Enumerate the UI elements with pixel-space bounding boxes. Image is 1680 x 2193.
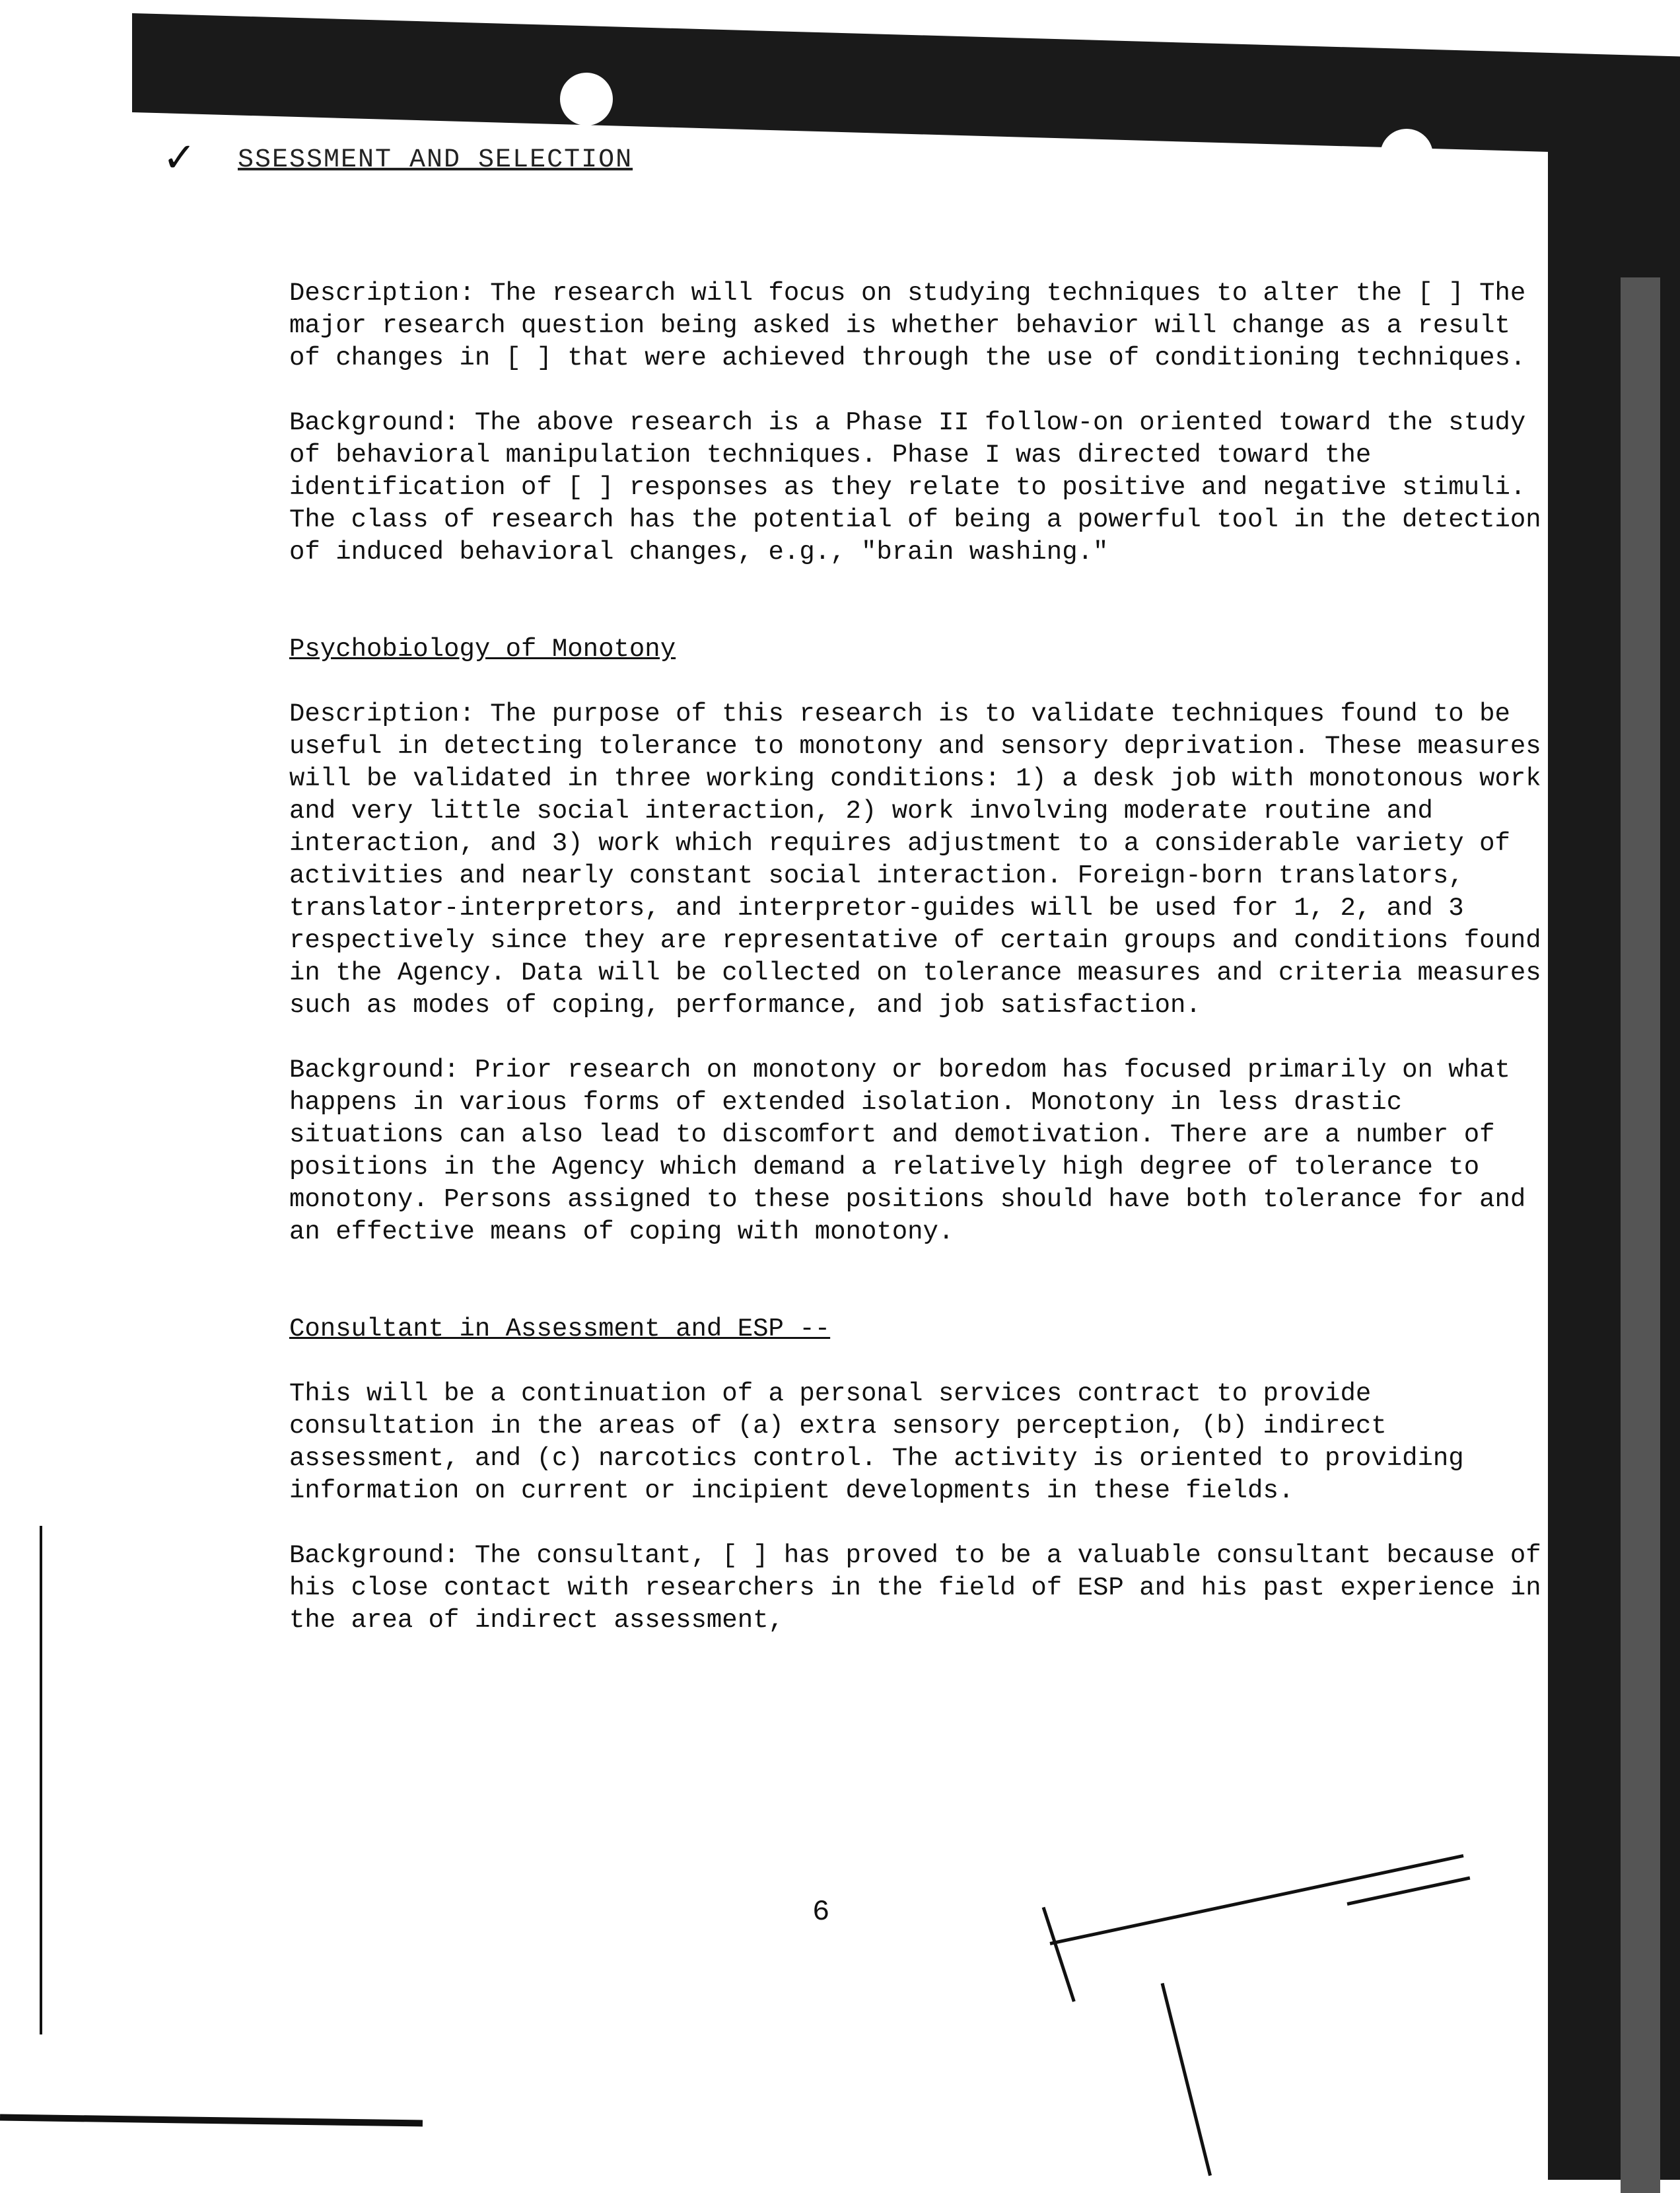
left-margin-line: [40, 1526, 42, 2034]
punch-hole-left: [560, 73, 613, 126]
paragraph: Description: The purpose of this research is to validate techniques found to be useful in detecting tolerance to monotony and sensory deprivation. These measures will be validated in three working conditions: 1) a desk job with monotonous work and very little social interaction, 2) work involving moderate routine and interaction, and 3) work which requires adjustment to a considerable variety of activities and nearly constant social interaction. Foreign-born translators, translator-interpretors, and interpretor-guides will be used for 1, 2, and 3 respectively since they are representative of certain groups and conditions found in the Agency. Data will be collected on tolerance measures and criteria measures such as modes of coping, performance, and job satisfaction.: [289, 700, 1541, 1020]
page-number: 6: [812, 1896, 830, 1929]
pen-stroke: [1049, 1854, 1463, 1945]
section-title: Psychobiology of Monotony: [289, 635, 676, 664]
paragraph: This will be a continuation of a personal services contract to provide consultation in the areas of (a) extra sensory perception, (b) indirect assessment, and (c) narcotics control. The activity is oriented to providing information on current or incipient developments in these fields.: [289, 1379, 1464, 1505]
bottom-edge-line: [0, 2114, 423, 2127]
scan-border-texture: [1621, 277, 1660, 2193]
page-header: SSESSMENT AND SELECTION: [238, 145, 633, 175]
paragraph: Background: Prior research on monotony or boredom has focused primarily on what happens in various forms of extended isolation. Monotony in less drastic situations can also lead to discomfort and demotivation. There are a number of positions in the Agency which demand a relatively high degree of tolerance to monotony. Persons assigned to these positions should have both tolerance for and an effective means of coping with monotony.: [289, 1056, 1526, 1246]
pen-stroke: [1161, 1983, 1212, 2176]
handwritten-check-mark: ✓: [165, 134, 193, 186]
punch-hole-right: [1380, 129, 1433, 182]
section-title: Consultant in Assessment and ESP --: [289, 1314, 831, 1344]
paragraph: Background: The above research is a Phase II follow-on oriented toward the study of behavioral manipulation techniques. Phase I was directed toward the identification of [ ] responses as they relate to positive and negative stimuli. The class of research has the potential of being a powerful tool in the detection of induced behavioral changes, e.g., "brain washing.": [289, 408, 1541, 567]
document-body: [289, 277, 1544, 1669]
pen-stroke: [1347, 1877, 1470, 1906]
scan-border-right: [1548, 79, 1680, 2180]
paragraph: Background: The consultant, [ ] has proved to be a valuable consultant because of his close contact with researchers in the field of ESP and his past experience in the area of indirect assessment,: [289, 1541, 1541, 1635]
paragraph: Description: The research will focus on studying techniques to alter the [ ] The major research question being asked is whether behavior will change as a result of changes in [ ] that were achieved through the use of conditioning techniques.: [289, 279, 1526, 373]
pen-stroke: [1042, 1907, 1076, 2002]
scan-border-top: [132, 13, 1680, 155]
